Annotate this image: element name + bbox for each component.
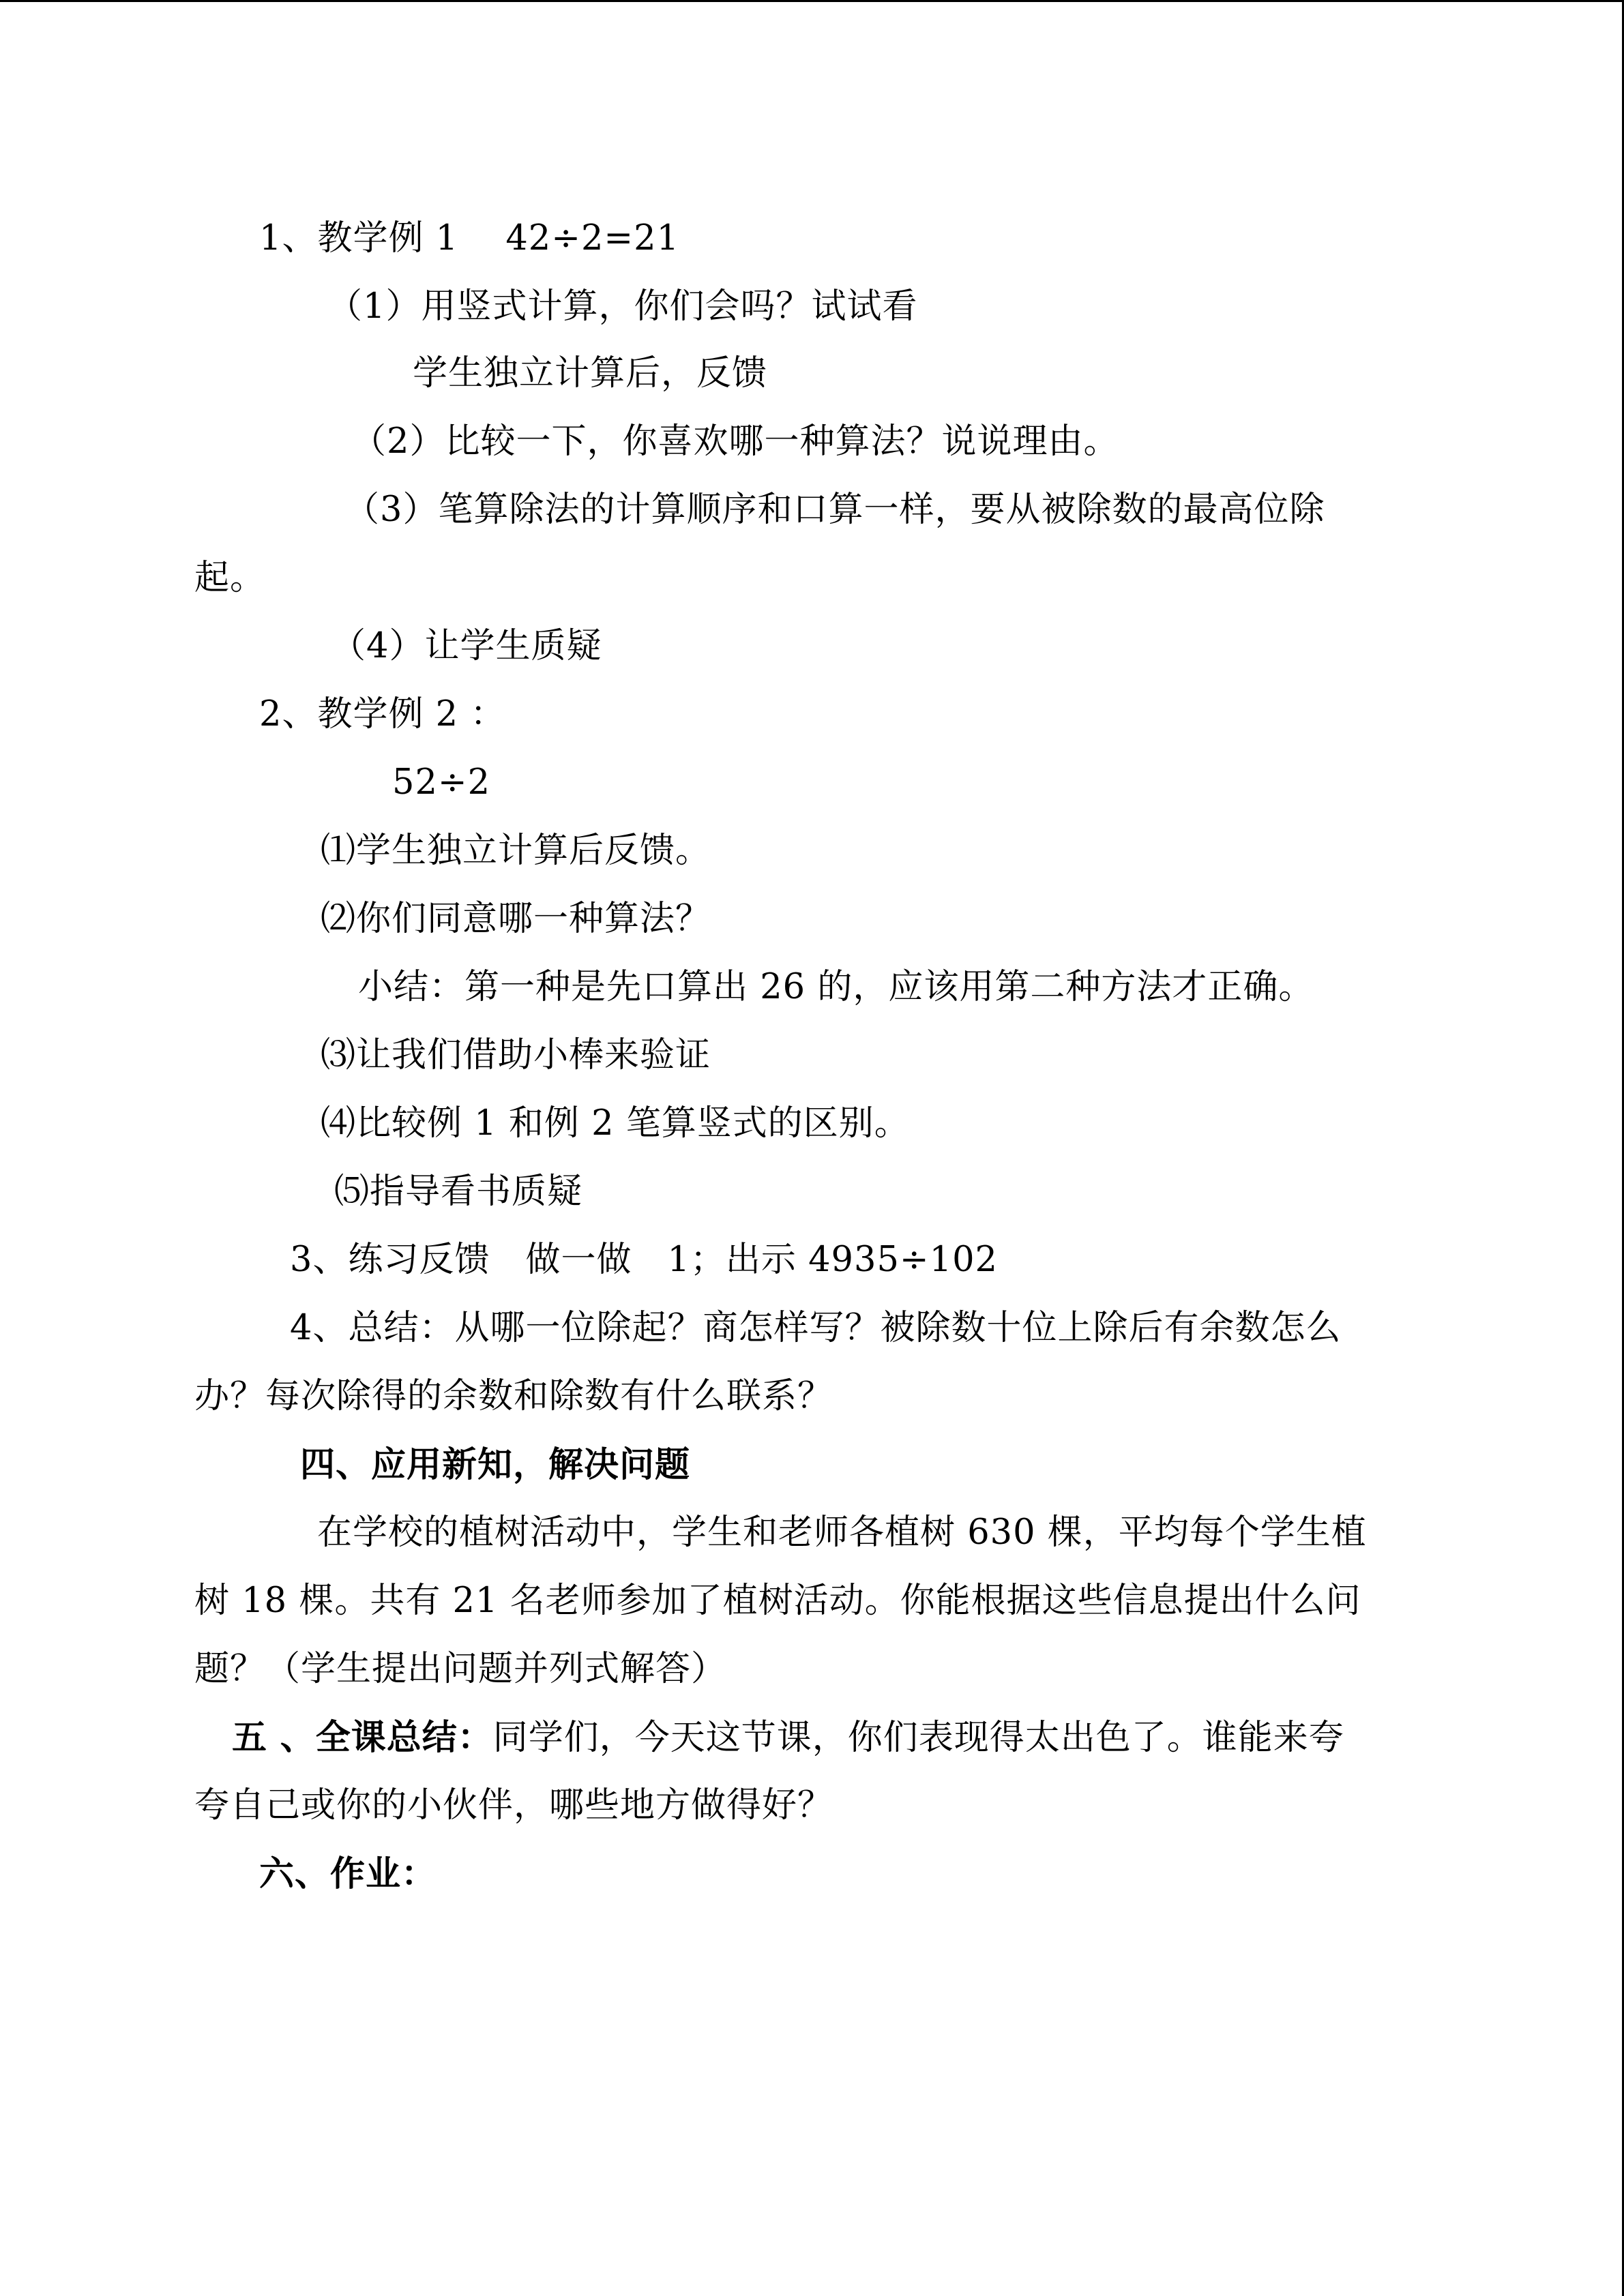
example-2-step-5: ⑸指导看书质疑	[334, 1172, 583, 1212]
example-1-step-3-continued: 起。	[194, 558, 266, 598]
example-2-step-3: ⑶让我们借助小棒来验证	[321, 1035, 711, 1075]
section-5-line-2: 夸自己或你的小伙伴，哪些地方做得好？	[194, 1785, 833, 1825]
example-1-step-3: （3）笔算除法的计算顺序和口算一样，要从被除数的最高位除	[344, 490, 1325, 530]
example-2-summary: 小结：第一种是先口算出 26 的，应该用第二种方法才正确。	[358, 967, 1314, 1007]
example-2-step-4: ⑷比较例 1 和例 2 笔算竖式的区别。	[321, 1103, 910, 1144]
section-5-heading: 五 、全课总结：	[232, 1717, 493, 1758]
example-2-step-1: ⑴学生独立计算后反馈。	[321, 831, 711, 871]
section-4-paragraph-line-1: 在学校的植树活动中，学生和老师各植树 630 棵，平均每个学生植	[317, 1512, 1367, 1553]
section-6-heading: 六、作业：	[259, 1853, 437, 1894]
example-1-step-4: （4）让学生质疑	[331, 626, 602, 666]
section-5-text: 同学们，今天这节课，你们表现得太出色了。谁能来夸	[492, 1718, 1344, 1758]
example-1-step-2: （2）比较一下，你喜欢哪一种算法？说说理由。	[351, 421, 1119, 462]
section-4-heading: 四、应用新知，解决问题	[300, 1444, 691, 1485]
summary-questions: 4、总结：从哪一位除起？商怎样写？被除数十位上除后有余数怎么	[290, 1308, 1342, 1348]
section-4-paragraph-line-2: 树 18 棵。共有 21 名老师参加了植树活动。你能根据这些信息提出什么问	[194, 1581, 1361, 1621]
example-1-feedback: 学生独立计算后，反馈	[413, 353, 768, 393]
example-2-heading: 2、教学例 2 ：	[259, 694, 506, 734]
practice-feedback: 3、练习反馈 做一做 1；出示 4935÷102	[290, 1240, 998, 1280]
summary-questions-continued: 办？每次除得的余数和除数有什么联系？	[194, 1376, 833, 1416]
example-1-step-1: （1）用竖式计算，你们会吗？试试看	[327, 286, 918, 327]
section-5-line-1	[232, 1717, 1344, 1759]
example-2-step-2: ⑵你们同意哪一种算法？	[321, 899, 711, 939]
section-4-paragraph-line-3: 题？（学生提出问题并列式解答）	[194, 1649, 727, 1689]
example-2-expression: 52÷2	[392, 762, 491, 803]
example-1-heading: 1、教学例 1 42÷2=21	[259, 218, 680, 258]
